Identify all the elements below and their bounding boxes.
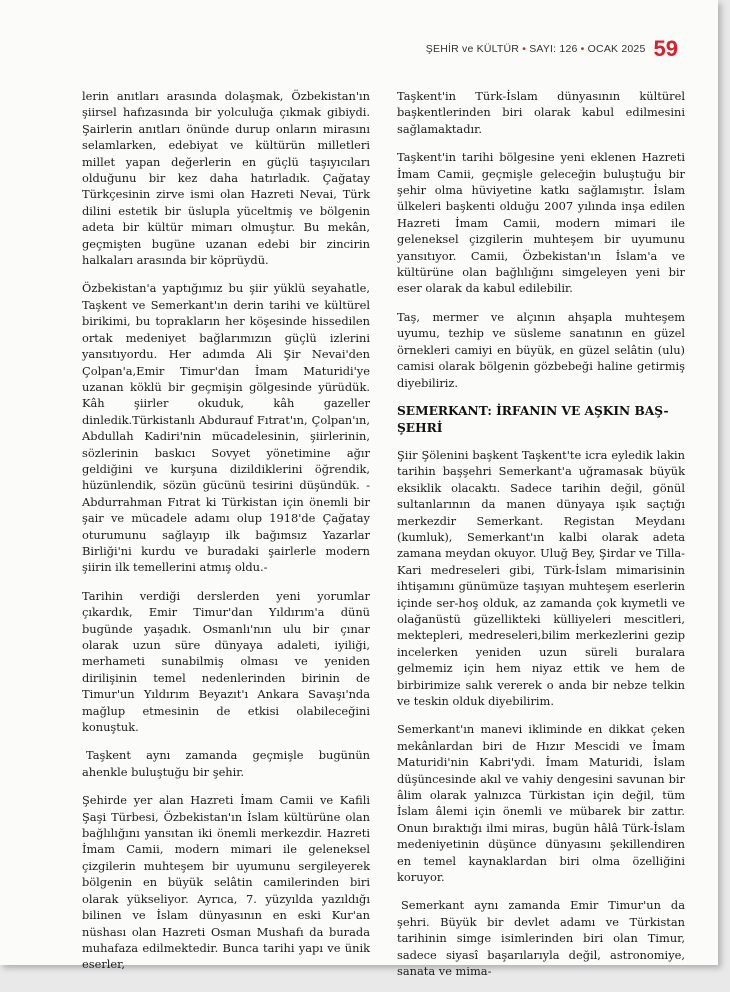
- paragraph: Taşkent aynı zamanda geçmişle bugünün ahenkle buluştuğu bir şehir.: [82, 748, 370, 779]
- section-heading: SEMERKANT: İRFANIN VE AŞKIN BAŞ- ŞEHRİ: [397, 403, 669, 435]
- paragraph: Semerkant aynı zamanda Emir Timur'un da şehri. Büyük bir devlet adamı ve Türkistan tarihinin simge isimlerinden biri olan Timur, sadece siyasî başarılarıyla değil, astronomiye, sanata ve mima-: [397, 898, 685, 979]
- page-header: [426, 38, 678, 60]
- paragraph: Şiir Şölenini başkent Taşkent'te icra eyledik lakin tarihin başşehri Semerkant'a uğramasak büyük eksiklik olacaktı. Sadece tarihin değil, gönül sultanlarının da manen dünyaya ışık saçtığı merkezdir Semerkant. Registan Meydanı (kumluk), Semerkant'ın kalbi olarak adeta zamana meydan okuyor. Uluğ Bey, Şirdar ve Tilla-Kari medreseleri gibi, Türk-İslam mimarisinin ihtişamını günümüze taşıyan muhteşem eserlerin içinde ser-hoş olduk, az zamanda çok kıymetli ve olağanüstü güzellikteki külliyeleri mescitleri, mektepleri, medreseleri,bilim merkezlerini gezip incelerken yeniden uzun süreli buralara gelmemiz için hem niyaz ettik ve hem de birbirimize salık vererek o anda bir nebze telkin ve teskin olduk diyebilirim.: [397, 447, 685, 708]
- paragraph: Şehirde yer alan Hazreti İmam Camii ve Kafili Şaşi Türbesi, Özbekistan'ın İslam kültürüne olan bağlılığını yansıtan iki önemli merkezdir. Hazreti İmam Camii, modern mimari ile geleneksel çizgilerin muhteşem bir uyumunu sergileyerek bölgenin en büyük selâtin camilerinden biri olarak yükseliyor. Ayrıca, 7. yüzyılda yazıldığı bilinen ve İslam dünyasının en eski Kur'an nüshası olan Hazreti Osman Mushafı da burada muhafaza edilmektedir. Bunca tarihi yapı ve ünik eserler,: [82, 793, 370, 972]
- paragraph: lerin anıtları arasında dolaşmak, Özbekistan'ın şiirsel hafızasında bir yolculuğa çıkmak gibiydi. Şairlerin anıtları önünde durup onların mirasını selamlarken, edebiyat ve kültürün milletleri millet yapan değerlerin en güçlü taşıyıcıları olduğunu bir kez daha hatırladık. Çağatay Türkçesinin zirve ismi olan Hazreti Nevai, Türk dilini estetik bir üslupla yüceltmiş ve bölgenin adeta bir kültür mimarı olmuştur. Bu mekân, geçmişten bugüne uzanan edebi bir zincirin halkaları arasında bir köprüydü.: [82, 89, 370, 268]
- page-number: 59: [653, 36, 678, 61]
- paragraph: Taşkent'in tarihi bölgesine yeni eklenen Hazreti İmam Camii, geçmişle geleceğin buluştuğu bir şehir olma hüviyetine katkı sağlamıştır. İslam ülkeleri başkenti olduğu 2007 yılında inşa edilen Hazreti İmam Camii, modern mimari ile geleneksel çizgilerin muhteşem bir uyumunu yansıtıyor. Camii, Özbekistan'ın İslam'a ve kültürüne olan bağlılığını simgeleyen yeni bir eser olarak da kabul edilebilir.: [397, 150, 685, 296]
- left-column: [82, 88, 370, 985]
- paragraph: Semerkant'ın manevi ikliminde en dikkat çeken mekânlardan biri de Hızır Mescidi ve İmam Maturidi'nin Kabri'ydi. İmam Maturidi, İslam düşüncesinde akıl ve vahiy dengesini savunan bir âlim olarak yalnızca Türkistan için değil, tüm İslam âlemi için önemli ve mübarek bir zattır. Onun bıraktığı ilmi miras, bugün hâlâ Türk-İslam medeniyetinin düşünce dünyasını şekillendiren en temel kaynaklardan biri olma özelliğini koruyor.: [397, 722, 685, 885]
- running-head: ŞEHİR ve KÜLTÜR • SAYI: 126 • OCAK 2025: [425, 43, 646, 55]
- right-column: [397, 88, 685, 992]
- paragraph: Taş, mermer ve alçının ahşapla muhteşem uyumu, tezhip ve süsleme sanatının en güzel örnekleri camiyi en büyük, en güzel selâtin (ulu) camisi olarak bölgenin gözbebeği haline getirmiş diyebiliriz.: [397, 309, 685, 390]
- paragraph: Özbekistan'a yaptığımız bu şiir yüklü seyahatle, Taşkent ve Semerkant'ın derin tarihi ve kültürel birikimi, bu toprakların her köşesinde hissedilen ortak medeniyet bağlarımızın güçlü izlerini yansıtıyordu. Her adımda Ali Şir Nevai'den Çolpan'a,Emir Timur'dan İmam Maturidi'ye uzanan köklü bir geçmişin gölgesinde yürüdük. Kâh şiirler okuduk, kâh gazeller dinledik.Türkistanlı Abdurauf Fıtrat'ın, Çolpan'ın, Abdullah Kadiri'nin mücadelesinin, şiirlerinin, sözlerinin baskıcı Sovyet yönetimine ağır geldiğini ve kurşuna dizildiklerini öğrendik, hüzünlendik, sözün gücünü tesirini düşündük. -Abdurrahman Fıtrat ki Türkistan için önemli bir şair ve mücadele adamı olup 1918'de Çağatay oturumunu sağlayıp ilk bağımsız Yazarlar Birliği'ni kurdu ve buradaki şairlerle modern şiirin ilk temellerini atmış oldu.-: [82, 281, 370, 575]
- paragraph: Tarihin verdiği derslerden yeni yorumlar çıkardık, Emir Timur'dan Yıldırım'a dünü bugünde yaşadık. Osmanlı'nın ulu bir çınar olarak uzun süre dünyaya adaleti, iyiliği, merhameti sunabilmiş olması ve yeniden dirilişinin temel nedenlerinden birinin de Timur'un Yıldırım Beyazıt'ı Ankara Savaşı'nda mağlup etmesinin de etkisi olabileceğini konuştuk.: [82, 588, 370, 735]
- paragraph: Taşkent'in Türk-İslam dünyasının kültürel başkentlerinden biri olarak kabul edilmesini sağlamaktadır.: [397, 89, 685, 136]
